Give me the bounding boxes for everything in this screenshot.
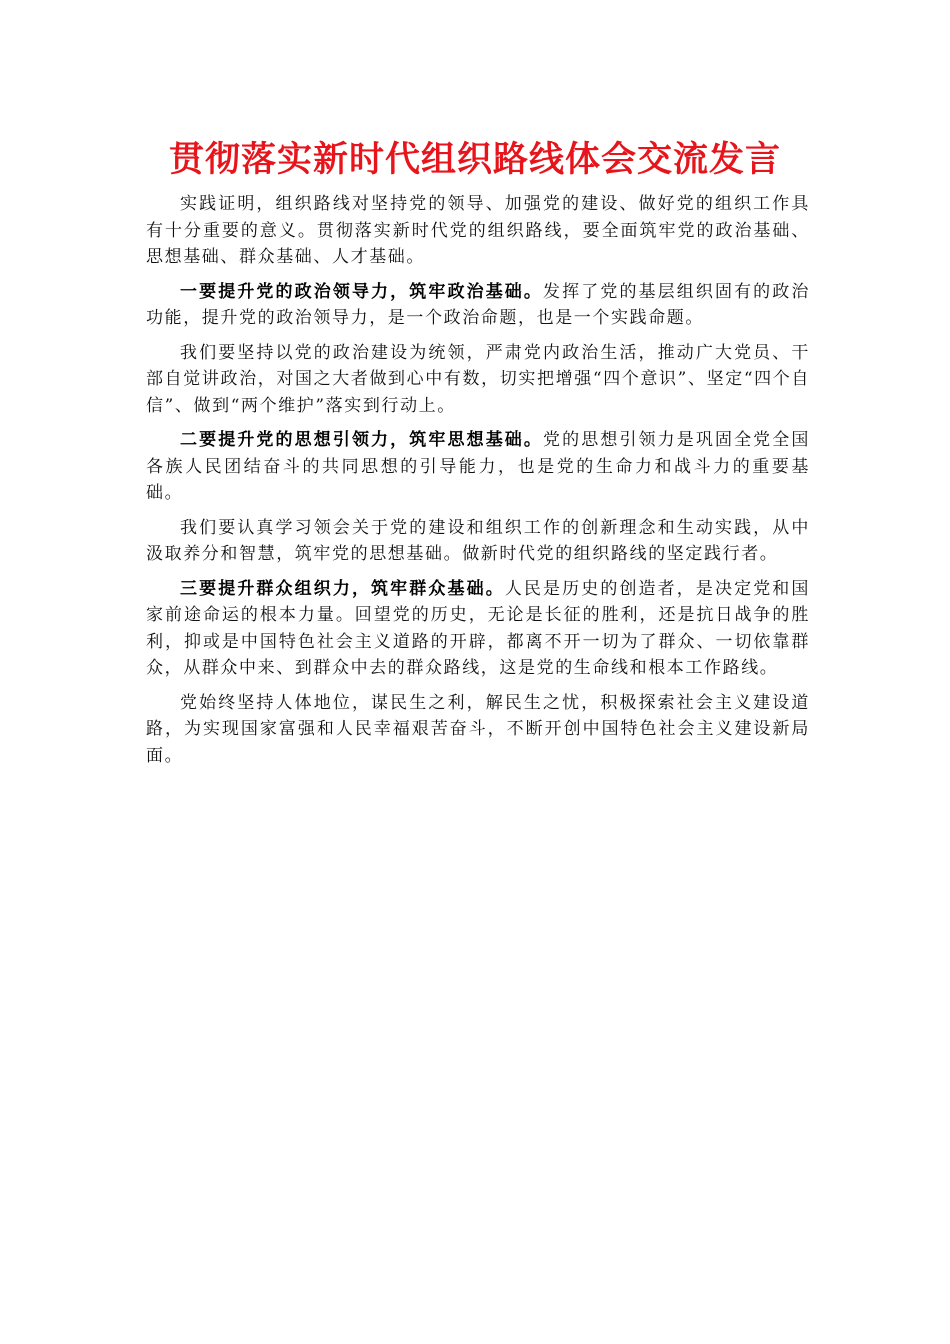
document-title: 贯彻落实新时代组织路线体会交流发言 bbox=[168, 139, 781, 180]
paragraph-7 bbox=[146, 690, 810, 770]
paragraph-4 bbox=[146, 427, 810, 507]
paragraph-text: 实践证明，组织路线对坚持党的领导、加强党的建设、做好党的组织工作具有十分重要的意义。贯彻落实新时代党的组织路线，要全面筑牢党的政治基础、思想基础、群众基础、人才基础。 bbox=[146, 194, 810, 267]
paragraph-5 bbox=[146, 515, 810, 568]
paragraph-lead: 三要提升群众组织力，筑牢群众基础。 bbox=[180, 578, 505, 599]
document-body bbox=[146, 191, 810, 777]
paragraph-lead: 二要提升党的思想引领力，筑牢思想基础。 bbox=[180, 430, 544, 450]
paragraph-text: 党始终坚持人体地位，谋民生之利，解民生之忧，积极探索社会主义建设道路，为实现国家富强和人民幸福艰苦奋斗，不断开创中国特色社会主义建设新局面。 bbox=[146, 692, 810, 766]
paragraph-text: 党的思想引领力是巩固全党全国各族人民团结奋斗的共同思想的引导能力，也是党的生命力和战斗力的重要基础。 bbox=[146, 430, 810, 503]
paragraph-text: 发挥了党的基层组织固有的政治功能，提升党的政治领导力，是一个政治命题，也是一个实践命题。 bbox=[146, 281, 810, 328]
paragraph-text: 我们要坚持以党的政治建设为统领，严肃党内政治生活，推动广大党员、干部自觉讲政治，对国之大者做到心中有数，切实把增强“四个意识”、坚定“四个自信”、做到“两个维护”落实到行动上。 bbox=[146, 342, 810, 416]
paragraph-2 bbox=[146, 279, 810, 332]
paragraph-text: 人民是历史的创造者，是决定党和国家前途命运的根本力量。回望党的历史，无论是长征的胜利，还是抗日战争的胜利，抑或是中国特色社会主义道路的开辟，都离不开一切为了群众、一切依靠群众，从群众中来、到群众中去的群众路线，这是党的生命线和根本工作路线。 bbox=[146, 578, 810, 678]
paragraph-1 bbox=[146, 191, 810, 271]
paragraph-text: 我们要认真学习领会关于党的建设和组织工作的创新理念和生动实践，从中汲取养分和智慧，筑牢党的思想基础。做新时代党的组织路线的坚定践行者。 bbox=[146, 517, 810, 564]
paragraph-lead: 一要提升党的政治领导力，筑牢政治基础。 bbox=[180, 281, 544, 302]
paragraph-3 bbox=[146, 340, 810, 420]
paragraph-6 bbox=[146, 576, 810, 682]
